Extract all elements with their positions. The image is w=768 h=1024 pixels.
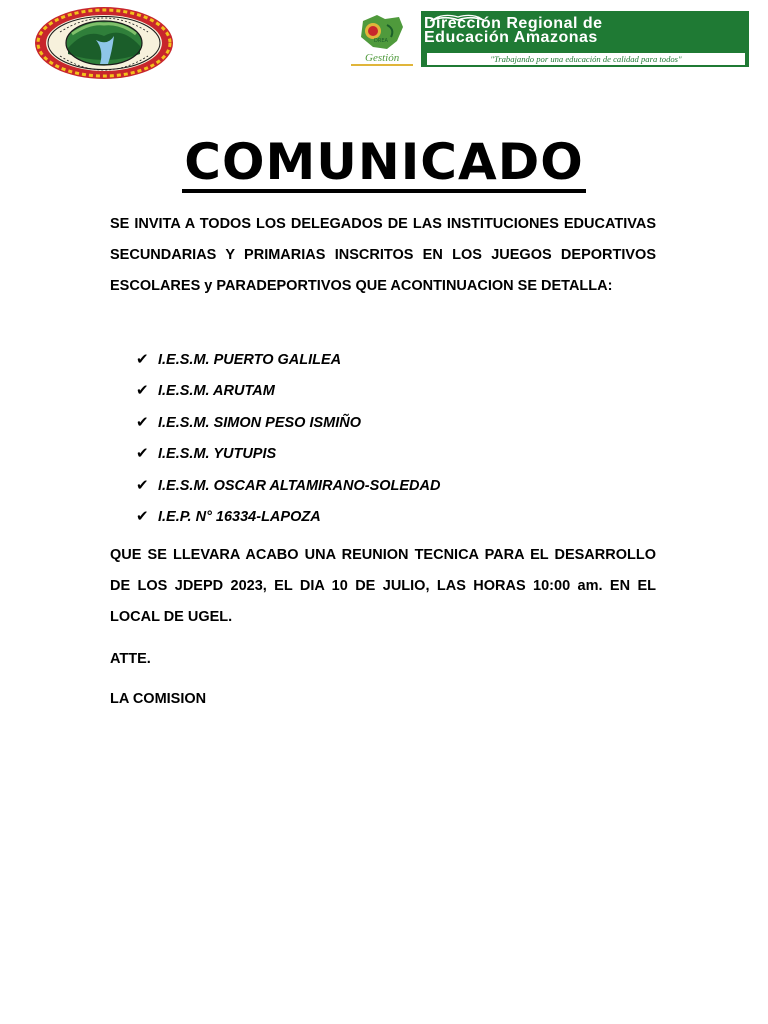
institution-name-item: I.E.S.M. PUERTO GALILEA (158, 352, 342, 368)
list-item (136, 375, 440, 406)
intro-paragraph: SE INVITA A TODOS LOS DELEGADOS DE LAS INSTITUCIONES EDUCATIVAS SECUNDARIAS Y PRIMARIAS INSCRITOS EN LOS JUEGOS DEPORTIVOS ESCOLARES y PARADEPORTIVOS QUE ACONTINUACION SE DETALLA: (110, 216, 656, 295)
signature-text: LA COMISION (110, 691, 207, 707)
list-item (136, 470, 440, 501)
list-item (136, 344, 440, 375)
meeting-paragraph: QUE SE LLEVARA ACABO UNA REUNION TECNICA PARA EL DESARROLLO DE LOS JDEPD 2023, EL DIA 10 DE JULIO, LAS HORAS 10:00 am. EN EL LOCAL DE UGEL. (110, 547, 656, 626)
institution-name (424, 17, 744, 45)
list-item (136, 438, 440, 469)
checkmark-icon: ✔ (136, 444, 149, 463)
list-item (136, 407, 440, 438)
svg-text:Gestión: Gestión (365, 52, 400, 64)
institution-name-item: I.E.S.M. YUTUPIS (158, 446, 277, 463)
checkmark-icon: ✔ (136, 381, 149, 400)
institution-name-item: I.E.S.M. SIMON PESO ISMIÑO (158, 414, 362, 431)
closing-text: ATTE. (110, 651, 151, 667)
checkmark-icon: ✔ (136, 350, 149, 368)
institution-slogan: "Trabajando por una educación de calidad para todos" (427, 53, 745, 65)
list-item (136, 501, 440, 532)
checkmark-icon: ✔ (136, 506, 149, 525)
drea-gestion-logo (343, 11, 421, 67)
institution-name-line-2: Educación Amazonas (424, 29, 598, 46)
institution-list (136, 344, 440, 532)
checkmark-icon: ✔ (136, 412, 149, 431)
svg-text:DREA: DREA (374, 38, 388, 44)
regional-seal-emblem (34, 6, 174, 80)
institution-name-item: I.E.S.M. OSCAR ALTAMIRANO-SOLEDAD (158, 477, 441, 494)
institution-name-item: I.E.P. N° 16334-LAPOZA (158, 508, 321, 525)
checkmark-icon: ✔ (136, 475, 149, 494)
institution-name-item: I.E.S.M. ARUTAM (158, 383, 275, 400)
page-title (0, 135, 768, 193)
page-title-text: COMUNICADO (184, 133, 584, 191)
institution-name-line-1: Dirección Regional de (424, 15, 603, 32)
